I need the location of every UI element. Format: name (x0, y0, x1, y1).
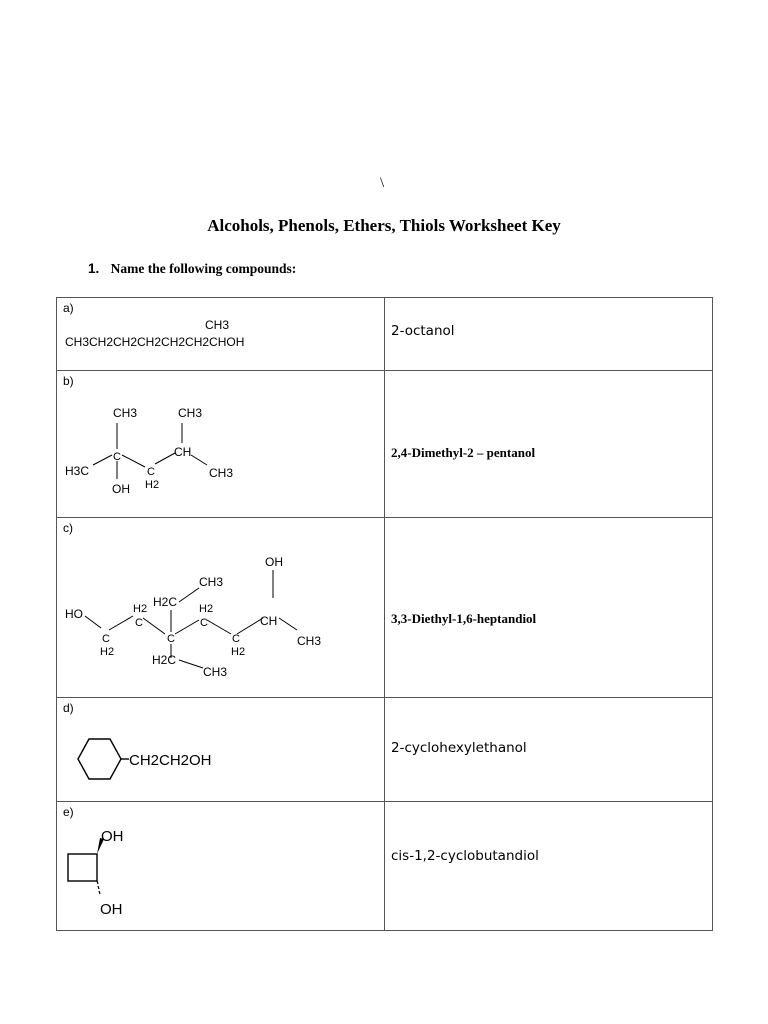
ch3-label: CH3 (113, 406, 138, 420)
row-label: c) (63, 521, 73, 535)
h2-label: H2 (145, 479, 160, 491)
h2-label: H2 (199, 603, 214, 615)
answer-cell-a (385, 298, 713, 371)
question-text: Name the following compounds: (110, 261, 297, 276)
carbon-label: C (200, 617, 208, 629)
carbon-label: C (102, 633, 110, 645)
structure-b-dimethylpentanol (57, 371, 384, 518)
page-title: Alcohols, Phenols, Ethers, Thiols Worksheet Key (207, 216, 561, 235)
h2c-label: H2C (153, 595, 178, 609)
oh-label: OH (100, 901, 123, 918)
row-label: a) (63, 301, 74, 315)
ho-label: HO (65, 607, 83, 621)
answer-cell-d (385, 698, 713, 802)
stray-backslash: \ (380, 175, 385, 191)
answer-key-table (56, 297, 713, 931)
carbon-label: C (135, 617, 143, 629)
structure-cell-b (57, 371, 385, 518)
answer-e: cis-1,2-cyclobutandiol (391, 848, 539, 864)
ch3-label: CH3 (205, 318, 230, 332)
h2c-label: H2C (152, 653, 177, 667)
chain-label: CH3CH2CH2CH2CH2CH2CHOH (65, 335, 245, 349)
row-label: d) (63, 701, 74, 715)
ch3-label: CH3 (203, 665, 228, 679)
ch-label: CH (260, 614, 278, 628)
structure-a-octanol (57, 298, 384, 371)
table-row-b (57, 371, 713, 518)
structure-cell-a (57, 298, 385, 371)
table-row-d (57, 698, 713, 802)
question-1 (88, 261, 296, 277)
carbon-label: C (167, 633, 175, 645)
oh-label: OH (265, 555, 283, 569)
carbon-label: C (113, 451, 121, 463)
answer-cell-b (385, 371, 713, 518)
structure-cell-e (57, 802, 385, 931)
structure-d-cyclohexylethanol (57, 698, 384, 802)
answer-cell-c (385, 518, 713, 698)
oh-label: OH (112, 482, 130, 496)
answer-a: 2-octanol (391, 323, 455, 339)
ch3-label: CH3 (199, 575, 224, 589)
cyclobutane-ring (68, 854, 97, 881)
ch3-label: CH3 (178, 406, 203, 420)
structure-cell-c (57, 518, 385, 698)
carbon-label: C (232, 633, 240, 645)
h3c-label: H3C (65, 464, 90, 478)
cyclohexane-ring (78, 739, 121, 779)
row-label: e) (63, 805, 74, 819)
ch3-label: CH3 (209, 466, 234, 480)
ch3-label: CH3 (297, 634, 322, 648)
substituent-label: CH2CH2OH (129, 752, 212, 769)
answer-b: 2,4-Dimethyl-2 – pentanol (391, 445, 536, 460)
row-label: b) (63, 374, 74, 388)
answer-c: 3,3-Diethyl-1,6-heptandiol (391, 611, 537, 626)
h2-label: H2 (231, 646, 246, 658)
answer-cell-e (385, 802, 713, 931)
h2-label: H2 (100, 646, 115, 658)
table-row-c (57, 518, 713, 698)
question-number: 1. (88, 261, 100, 276)
table-row-e (57, 802, 713, 931)
ch-label: CH (174, 445, 192, 459)
oh-label: OH (101, 828, 124, 845)
structure-c-diethylheptandiol (57, 518, 384, 698)
table-row-a (57, 298, 713, 371)
carbon-label: C (147, 466, 155, 478)
answer-d: 2-cyclohexylethanol (391, 740, 527, 756)
structure-e-cyclobutandiol (57, 802, 384, 931)
structure-cell-d (57, 698, 385, 802)
h2-label: H2 (133, 603, 148, 615)
